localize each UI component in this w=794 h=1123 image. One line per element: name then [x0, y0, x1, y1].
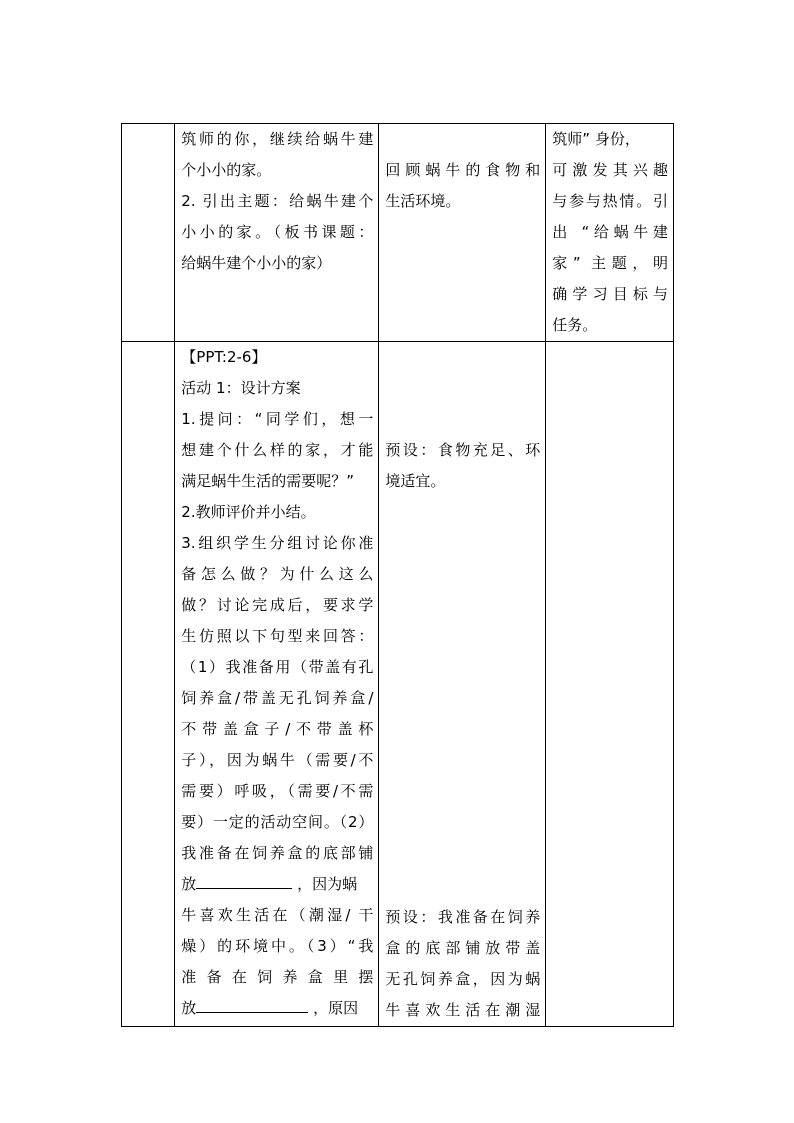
table-row [122, 124, 674, 342]
student-activity-cell [379, 124, 546, 342]
text-line: 我准备在饲养盒的底部铺 [181, 844, 374, 862]
text-fragment: ，因为蜗 [297, 875, 358, 893]
text-line: 小小的家。（板书课题： [181, 223, 374, 241]
text-line: 家” 主题，明 [552, 254, 668, 272]
text-fragment: 放 [181, 999, 197, 1017]
design-intent-cell [546, 342, 674, 1027]
text-line: 活动 1：设计方案 [181, 379, 301, 397]
student-activity-cell [379, 342, 546, 1027]
fill-blank-line [181, 869, 373, 900]
fill-blank-line [181, 993, 373, 1024]
text-line: 【PPT:2-6】 [181, 348, 267, 366]
text-line: 1.提问：“同学们，想一 [181, 410, 374, 428]
text-line: 个小小的家。 [181, 161, 272, 179]
text-line: 境适宜。 [385, 472, 446, 490]
text-line: 任务。 [552, 316, 598, 334]
text-line: 预设：食物充足、环 [385, 441, 541, 459]
text-line: 不带盖盒子/不带盖杯 [181, 720, 374, 738]
text-line: 饲养盒/带盖无孔饲养盒/ [181, 689, 374, 707]
text-line: 需要）呼吸，（需要/不需 [181, 782, 374, 800]
text-line: 牛喜欢生活在（潮湿/ 干 [181, 906, 374, 924]
teacher-activity-cell [175, 342, 379, 1027]
text-line: 准备在饲养盒里摆 [181, 968, 374, 986]
lesson-plan-table [121, 123, 674, 1027]
text-line: 备怎么做？为什么这么 [181, 565, 374, 583]
text-line: 确学习目标与 [552, 285, 668, 303]
text-line: 出 “给蜗牛建 [552, 223, 668, 241]
text-line: 想建个什么样的家，才能 [181, 441, 374, 459]
stage-cell [122, 124, 175, 342]
text-line: 回顾蜗牛的食物和 [385, 161, 541, 179]
text-line: 2.教师评价并小结。 [181, 503, 316, 521]
text-fragment: ，原因 [313, 999, 359, 1017]
text-line: 要）一定的活动空间。（2） [181, 813, 374, 831]
text-line: 生活环境。 [385, 192, 461, 210]
text-line: （1）我准备用（带盖有孔 [181, 658, 374, 676]
text-line: 与参与热情。引 [552, 192, 668, 210]
design-intent-cell [546, 124, 674, 342]
text-line: 生仿照以下句型来回答： [181, 627, 374, 645]
text-line: 给蜗牛建个小小的家） [181, 254, 332, 272]
text-line: 无孔饲养盒，因为蜗 [385, 970, 541, 988]
fill-in-blank [196, 872, 292, 889]
text-line: 2. 引出主题：给蜗牛建个 [181, 192, 374, 210]
text-line: 盒的底部铺放带盖 [385, 939, 541, 957]
text-line: 做？讨论完成后，要求学 [181, 596, 374, 614]
text-line: 牛喜欢生活在潮湿 [385, 1001, 541, 1019]
text-line: 满足蜗牛生活的需要呢？” [181, 472, 355, 490]
text-line: 筑师” 身份， [552, 130, 640, 148]
fill-in-blank [196, 996, 308, 1013]
text-fragment: 放 [181, 875, 197, 893]
text-line: 可激发其兴趣 [552, 161, 668, 179]
text-line: 预设：我准备在饲养 [385, 908, 541, 926]
stage-cell [122, 342, 175, 1027]
table-row [122, 342, 674, 1027]
teacher-activity-cell [175, 124, 379, 342]
text-line: 燥）的环境中。（3）“我 [181, 937, 374, 955]
text-line: 3.组织学生分组讨论你准 [181, 534, 374, 552]
text-line: 子），因为蜗牛（需要/不 [181, 751, 374, 769]
text-line: 筑师的你，继续给蜗牛建 [181, 130, 374, 148]
